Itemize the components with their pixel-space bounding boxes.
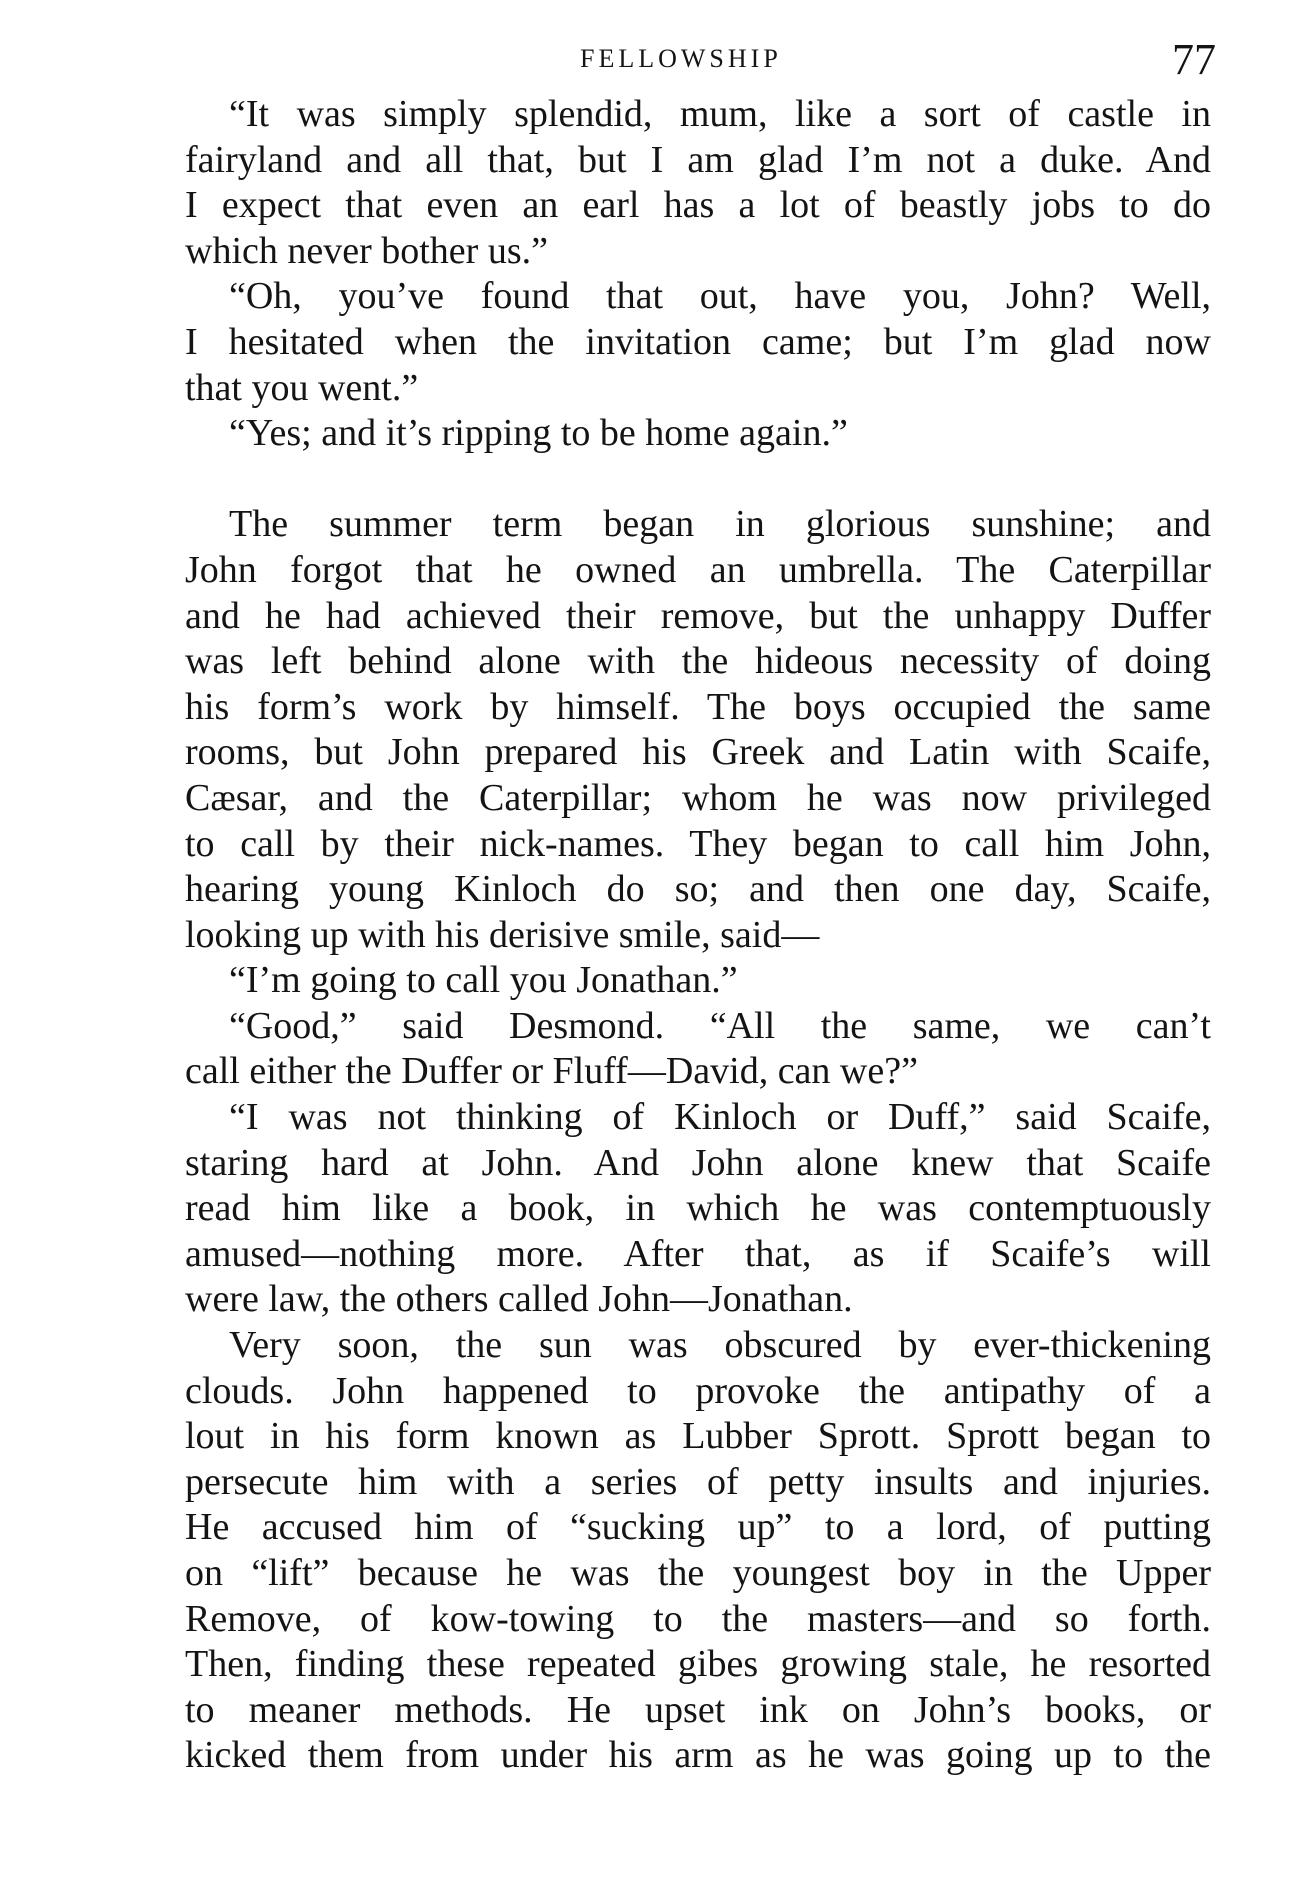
text-line: that you went.” — [185, 366, 419, 409]
text-line: “I’m going to call you Jonathan.” — [229, 959, 738, 1002]
text-line: hearing young Kinloch do so; and then one day, Scaife, — [185, 868, 1211, 911]
text-line: John forgot that he owned an umbrella. The Caterpillar — [185, 548, 1211, 591]
running-title: FELLOWSHIP — [580, 44, 782, 73]
text-line: lout in his form known as Lubber Sprott. Sprott began to — [185, 1415, 1211, 1458]
running-head — [0, 34, 1296, 94]
text-line: The summer term began in glorious sunshine; and — [229, 503, 1211, 546]
text-line: “Yes; and it’s ripping to be home again.” — [229, 412, 848, 455]
text-line: looking up with his derisive smile, said— — [185, 913, 820, 956]
text-line: which never bother us.” — [185, 229, 548, 272]
text-line: clouds. John happened to provoke the antipathy of a — [185, 1369, 1211, 1412]
text-line: was left behind alone with the hideous necessity of doing — [185, 640, 1211, 683]
text-line: rooms, but John prepared his Greek and Latin with Scaife, — [185, 731, 1211, 774]
text-line: Then, finding these repeated gibes growing stale, he resorted — [185, 1643, 1211, 1686]
text-line: persecute him with a series of petty insults and injuries. — [185, 1460, 1211, 1503]
text-line: and he had achieved their remove, but the unhappy Duffer — [185, 594, 1211, 637]
text-line: staring hard at John. And John alone knew that Scaife — [185, 1141, 1211, 1184]
text-line: fairyland and all that, but I am glad I’m not a duke. And — [185, 138, 1211, 181]
text-line: “Oh, you’ve found that out, have you, John? Well, — [229, 275, 1211, 318]
text-line: to meaner methods. He upset ink on John’s books, or — [185, 1688, 1211, 1731]
text-line: were law, the others called John—Jonathan. — [185, 1278, 853, 1321]
text-line: “Good,” said Desmond. “All the same, we can’t — [229, 1004, 1211, 1047]
text-line: kicked them from under his arm as he was going up to the — [185, 1734, 1211, 1777]
text-line: amused—nothing more. After that, as if Scaife’s will — [185, 1232, 1211, 1275]
text-line: I expect that even an earl has a lot of beastly jobs to do — [185, 184, 1211, 227]
text-line: “It was simply splendid, mum, like a sort of castle in — [229, 93, 1211, 135]
text-line: I hesitated when the invitation came; but I’m glad now — [185, 320, 1211, 363]
text-line: He accused him of “sucking up” to a lord, of putting — [185, 1506, 1211, 1549]
text-line: read him like a book, in which he was contemptuously — [185, 1187, 1211, 1230]
text-line: Very soon, the sun was obscured by ever-thickening — [229, 1324, 1211, 1367]
section-break — [185, 457, 1211, 503]
text-line: “I was not thinking of Kinloch or Duff,” said Scaife, — [229, 1096, 1211, 1139]
body-text — [185, 92, 1211, 1779]
text-line: Remove, of kow-towing to the masters—and so forth. — [185, 1597, 1211, 1640]
text-line: to call by their nick-names. They began to call him John, — [185, 822, 1211, 865]
text-line: his form’s work by himself. The boys occupied the same — [185, 685, 1211, 728]
text-line: Cæsar, and the Caterpillar; whom he was now privileged — [185, 776, 1211, 819]
text-line: call either the Duffer or Fluff—David, can we?” — [185, 1050, 918, 1093]
page-number: 77 — [1172, 35, 1216, 84]
text-line: on “lift” because he was the youngest boy in the Upper — [185, 1552, 1211, 1594]
